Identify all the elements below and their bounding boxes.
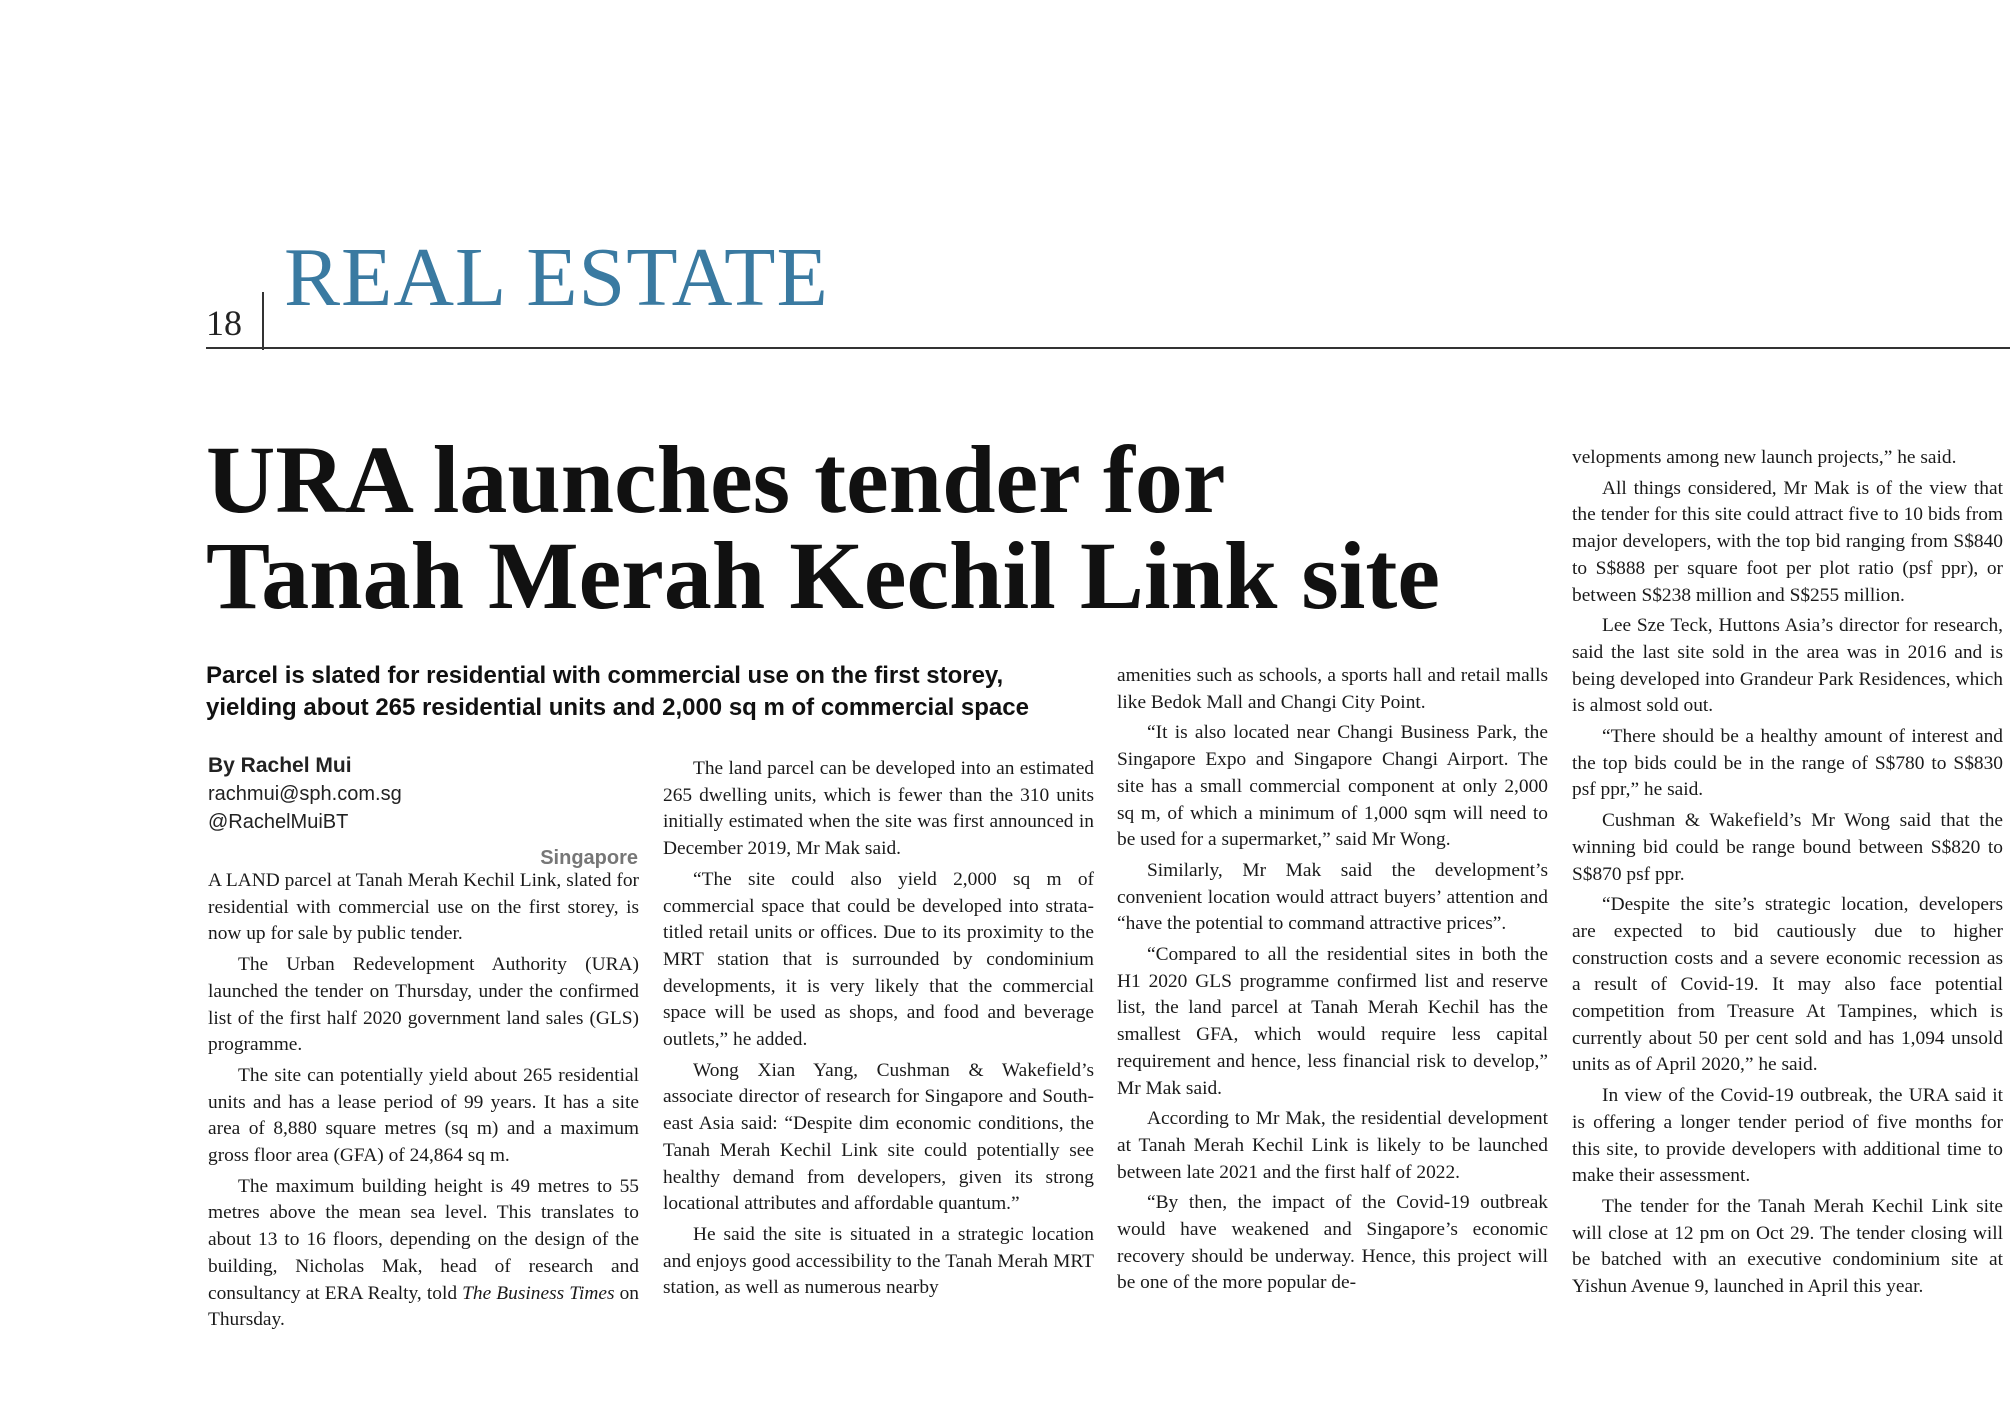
paragraph: “By then, the impact of the Covid-19 outbreak would have weakened and Singapore’s economic recovery should be underway. Hence, this project will be one of the more popular de- — [1117, 1192, 1548, 1294]
paragraph: Wong Xian Yang, Cushman & Wakefield’s associate director of research for Singapore and South-east Asia said: “Despite dim economic conditions, the Tanah Merah Kechil Link site could potentially see healthy demand from developers, given its strong locational attributes and affordable quantum.” — [663, 1059, 1094, 1215]
paragraph: All things considered, Mr Mak is of the view that the tender for this site could attract five to 10 bids from major developers, with the top bid ranging from S$840 to S$888 per square foot per plot ratio (psf ppr), or between S$238 million and S$255 million. — [1572, 477, 2003, 606]
paragraph: amenities such as schools, a sports hall and retail malls like Bedok Mall and Changi City Point. — [1117, 665, 1548, 713]
paragraph-text: on Thursday. — [208, 1282, 639, 1331]
standfirst-line-2: yielding about 265 residential units and 2,000 sq m of commercial space — [206, 694, 1029, 721]
article-column-4 — [1572, 445, 2003, 1305]
paragraph: He said the site is situated in a strategic location and enjoys good accessibility to the Tanah Merah MRT station, as well as numerous nearby — [663, 1223, 1094, 1299]
article-column-2 — [663, 756, 1094, 1306]
paragraph: “Despite the site’s strategic location, developers are expected to bid cautiously due to higher construction costs and a severe economic recession as a result of Covid-19. It may also face potential competition from Treasure At Tampines, which is currently about 50 per cent sold and has 1,094 unsold units as of April 2020,” he said. — [1572, 894, 2003, 1076]
standfirst-line-1: Parcel is slated for residential with commercial use on the first storey, — [206, 662, 1004, 689]
article-column-3 — [1117, 663, 1548, 1301]
paragraph: velopments among new launch projects,” he said. — [1572, 447, 1957, 468]
section-title: REAL ESTATE — [284, 231, 829, 324]
header-rule — [206, 347, 2010, 349]
lead-in: A LAND — [208, 870, 280, 891]
paragraph: “There should be a healthy amount of interest and the top bids could be in the range of S$780 to S$830 psf ppr,” he said. — [1572, 726, 2003, 801]
publication-name: The Business Times — [462, 1282, 615, 1304]
headline — [206, 426, 1566, 629]
page-number: 18 — [206, 303, 242, 343]
author-email: rachmui@sph.com.sg — [208, 783, 402, 805]
dateline: Singapore — [540, 847, 638, 869]
paragraph: The land parcel can be developed into an estimated 265 dwelling units, which is fewer than the 310 units initially estimated when the site was first announced in December 2019, Mr Mak said. — [663, 758, 1094, 860]
paragraph: “It is also located near Changi Business Park, the Singapore Expo and Singapore Changi Airport. The site has a small commercial component at only 2,000 sq m, of which a minimum of 1,000 sqm will need to be used for a supermarket,” said Mr Wong. — [1117, 722, 1548, 851]
standfirst — [206, 660, 1106, 724]
paragraph — [208, 1174, 639, 1334]
paragraph-text: parcel at Tanah Merah Kechil Link, slated for residential with commercial use on the first storey, is now up for sale by public tender. — [208, 870, 639, 945]
paragraph: Similarly, Mr Mak said the development’s convenient location would attract buyers’ attention and “have the potential to command attractive prices”. — [1117, 859, 1548, 935]
paragraph: According to Mr Mak, the residential development at Tanah Merah Kechil Link is likely to be launched between late 2021 and the first half of 2022. — [1117, 1108, 1548, 1183]
paragraph: “The site could also yield 2,000 sq m of commercial space that could be developed into strata-titled retail units or offices. Due to its proximity to the MRT station that is surrounded by condominium developments, it is very likely that the commercial space will be used as shops, and food and beverage outlets,” he added. — [663, 868, 1094, 1051]
paragraph — [208, 868, 639, 948]
paragraph: Lee Sze Teck, Huttons Asia’s director for research, said the last site sold in the area was in 2016 and is being developed into Grandeur Park Residences, which is almost sold out. — [1572, 615, 2003, 717]
paragraph-text: The maximum building height is 49 metres to 55 metres above the mean sea level. This translates to about 13 to 16 floors, depending on the design of the building, Nicholas Mak, head of research and consultancy at ERA Realty, told — [208, 1175, 639, 1304]
paragraph: “Compared to all the residential sites in both the H1 2020 GLS programme confirmed list and reserve list, the land parcel at Tanah Merah Kechil has the smallest GFA, which would require less capital requirement and hence, less financial risk to develop,” Mr Mak said. — [1117, 944, 1548, 1099]
byline — [208, 752, 638, 872]
headline-line-1: URA launches tender for — [206, 426, 1226, 533]
headline-line-2: Tanah Merah Kechil Link site — [206, 522, 1440, 629]
header-divider — [262, 292, 264, 350]
paragraph: The tender for the Tanah Merah Kechil Link site will close at 12 pm on Oct 29. The tender closing will be batched with an executive condominium site at Yishun Avenue 9, launched in April this year. — [1572, 1195, 2003, 1298]
paragraph: The Urban Redevelopment Authority (URA) launched the tender on Thursday, under the confirmed list of the first half 2020 government land sales (GLS) programme. — [208, 954, 639, 1056]
author-name: By Rachel Mui — [208, 754, 352, 777]
paragraph: In view of the Covid-19 outbreak, the URA said it is offering a longer tender period of five months for this site, to provide developers with additional time to make their assessment. — [1572, 1085, 2003, 1187]
paragraph: Cushman & Wakefield’s Mr Wong said that the winning bid could be range bound between S$820 to S$870 psf ppr. — [1572, 810, 2003, 885]
article-column-1 — [208, 868, 639, 1338]
paragraph: The site can potentially yield about 265 residential units and has a lease period of 99 years. It has a site area of 8,880 square metres (sq m) and a maximum gross floor area (GFA) of 24,864 sq m. — [208, 1064, 639, 1167]
page-header — [0, 0, 2010, 360]
author-handle: @RachelMuiBT — [208, 811, 349, 833]
